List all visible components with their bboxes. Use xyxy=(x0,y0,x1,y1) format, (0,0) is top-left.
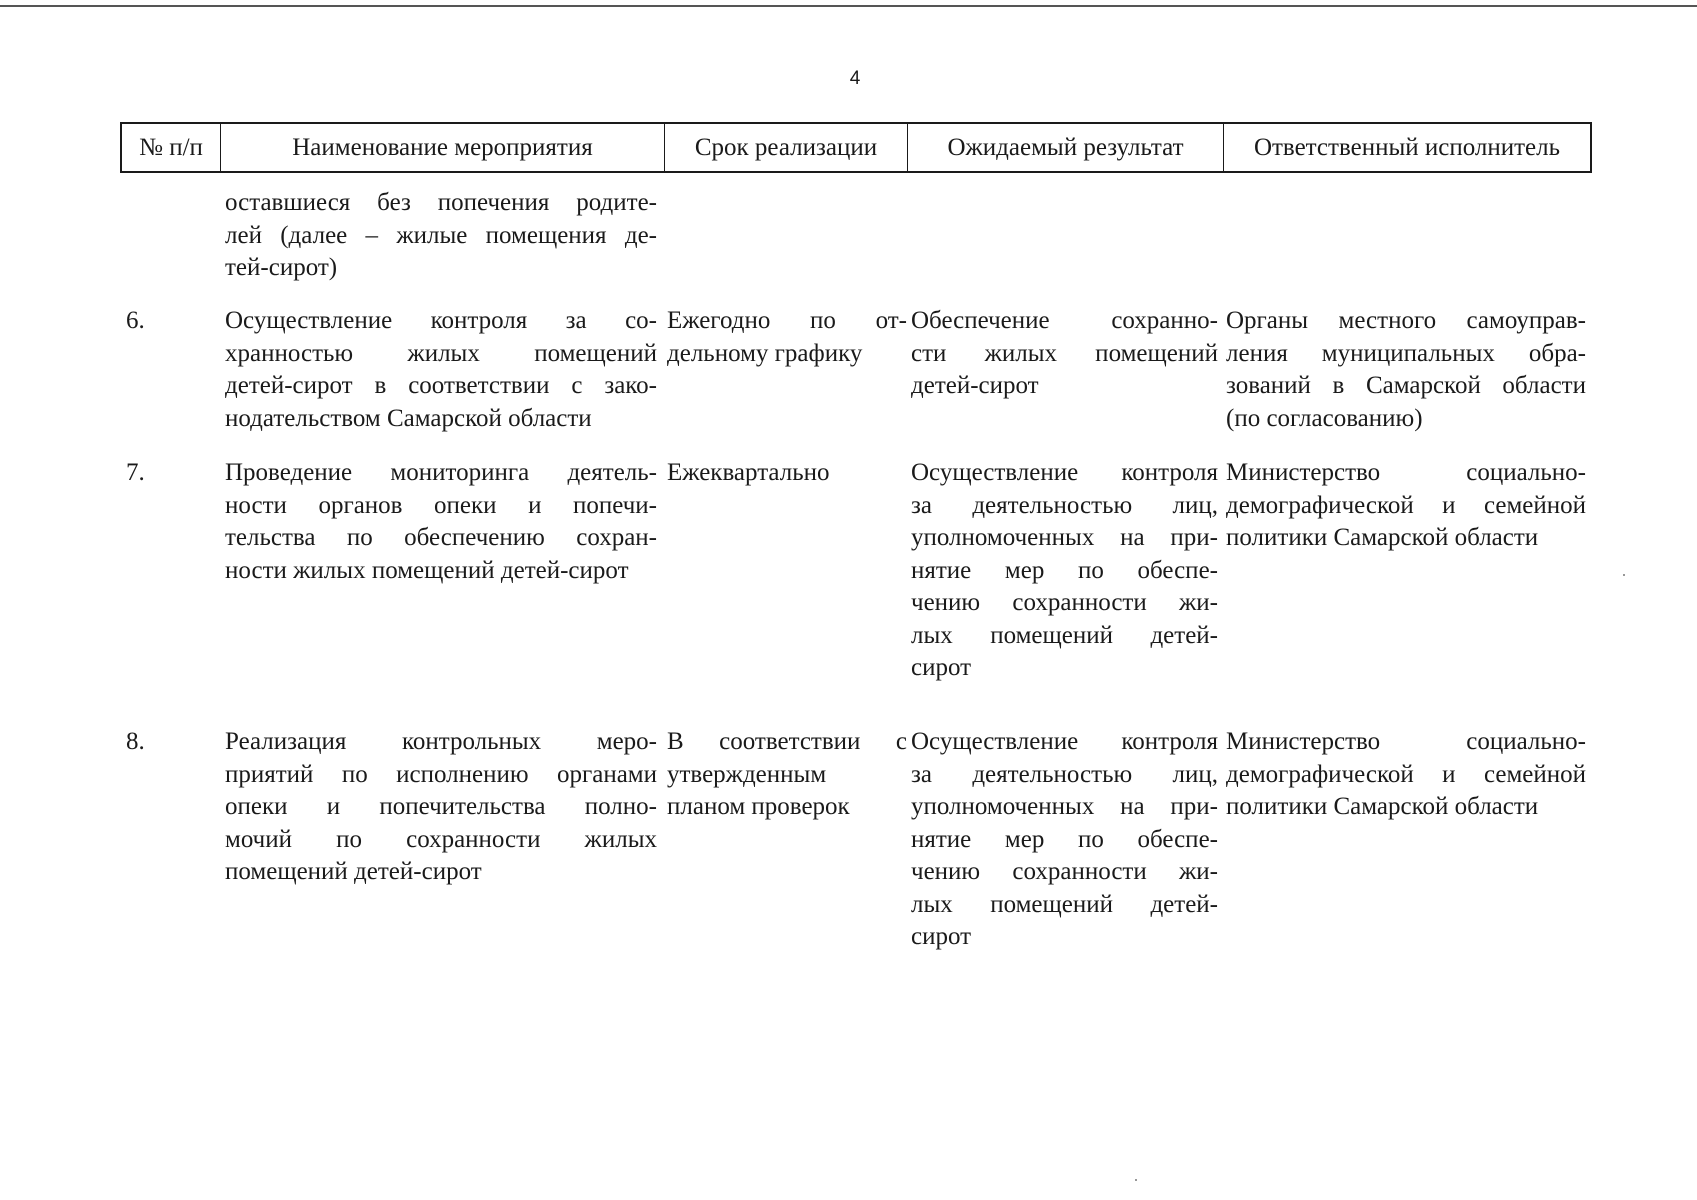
text-line: детей-сирот в соответствии с зако- xyxy=(225,372,657,399)
cell-responsible xyxy=(1226,726,1586,824)
text-line: Министерство социально- xyxy=(1226,459,1586,486)
text-line: политики Самарской области xyxy=(1226,793,1539,820)
cell-name xyxy=(225,187,657,285)
text-line: детей-сирот xyxy=(911,372,1039,399)
text-line: демографической и семейной xyxy=(1226,760,1586,788)
text-line: Министерство социально- xyxy=(1226,728,1586,755)
text-line: Осуществление контроля за со- xyxy=(225,307,657,334)
text-line: В соответствии с xyxy=(667,728,907,755)
cell-number: 8. xyxy=(126,728,145,755)
text-line: ления муниципальных обра- xyxy=(1226,339,1586,367)
header-number: № п/п xyxy=(122,124,221,171)
text-line: дельному графику xyxy=(667,339,863,367)
text-line: Ежеквартально xyxy=(667,459,830,486)
text-line: чению сохранности жи- xyxy=(911,589,1218,616)
text-line: оставшиеся без попечения родите- xyxy=(225,189,657,216)
text-line: сирот xyxy=(911,923,972,950)
table-header xyxy=(120,122,1592,173)
scan-top-edge xyxy=(0,5,1697,7)
text-line: лых помещений детей- xyxy=(911,621,1218,649)
text-line: Реализация контрольных меро- xyxy=(225,728,657,755)
text-line: Осуществление контроля xyxy=(911,459,1218,486)
text-line: чению сохранности жи- xyxy=(911,858,1218,885)
text-line: лей (далее – жилые помещения де- xyxy=(225,221,657,249)
text-line: нятие мер по обеспе- xyxy=(911,825,1218,853)
cell-number: 7. xyxy=(126,459,145,486)
text-line: лых помещений детей- xyxy=(911,890,1218,918)
header-term: Срок реализации xyxy=(665,124,908,171)
text-line: хранностью жилых помещений xyxy=(225,339,657,367)
text-line: (по согласованию) xyxy=(1226,404,1423,432)
text-line: утвержденным xyxy=(667,760,827,788)
scan-speck xyxy=(1135,1179,1137,1181)
cell-name xyxy=(225,457,657,587)
text-line: ности жилых помещений детей-сирот xyxy=(225,556,629,584)
text-line: политики Самарской области xyxy=(1226,524,1539,551)
cell-name xyxy=(225,305,657,435)
text-line: нодательством Самарской области xyxy=(225,404,592,432)
text-line: Органы местного самоуправ- xyxy=(1226,307,1586,334)
text-line: за деятельностью лиц, xyxy=(911,491,1218,519)
text-line: опеки и попечительства полно- xyxy=(225,793,657,820)
text-line: сти жилых помещений xyxy=(911,339,1218,367)
header-responsible: Ответственный исполнитель xyxy=(1253,133,1561,161)
text-line: нятие мер по обеспе- xyxy=(911,556,1218,584)
text-line: демографической и семейной xyxy=(1226,491,1586,519)
text-line: Проведение мониторинга деятель- xyxy=(225,459,657,486)
text-line: мочий по сохранности жилых xyxy=(225,825,657,853)
text-line: помещений детей-сирот xyxy=(225,858,482,885)
cell-term xyxy=(667,726,907,824)
text-line: за деятельностью лиц, xyxy=(911,760,1218,788)
text-line: тей-сирот) xyxy=(225,254,338,281)
cell-name xyxy=(225,726,657,889)
text-line: сирот xyxy=(911,654,972,681)
cell-term xyxy=(667,305,907,370)
text-line: уполномоченных на при- xyxy=(911,524,1218,551)
text-line: Осуществление контроля xyxy=(911,728,1218,755)
page-number: 4 xyxy=(849,68,861,89)
scan-speck xyxy=(1623,574,1625,576)
cell-result xyxy=(911,457,1218,685)
cell-result xyxy=(911,726,1218,954)
cell-result xyxy=(911,305,1218,403)
text-line: Обеспечение сохранно- xyxy=(911,307,1218,334)
text-line: ности органов опеки и попечи- xyxy=(225,491,657,519)
text-line: зований в Самарской области xyxy=(1226,372,1586,399)
text-line: приятий по исполнению органами xyxy=(225,760,657,788)
text-line: Ежегодно по от- xyxy=(667,307,907,334)
header-result: Ожидаемый результат xyxy=(908,124,1224,171)
cell-responsible xyxy=(1226,305,1586,435)
cell-number: 6. xyxy=(126,307,145,334)
cell-term xyxy=(667,457,907,490)
header-name: Наименование мероприятия xyxy=(221,124,665,171)
cell-responsible xyxy=(1226,457,1586,555)
text-line: тельства по обеспечению сохран- xyxy=(225,524,657,551)
text-line: уполномоченных на при- xyxy=(911,793,1218,820)
text-line: планом проверок xyxy=(667,793,850,820)
